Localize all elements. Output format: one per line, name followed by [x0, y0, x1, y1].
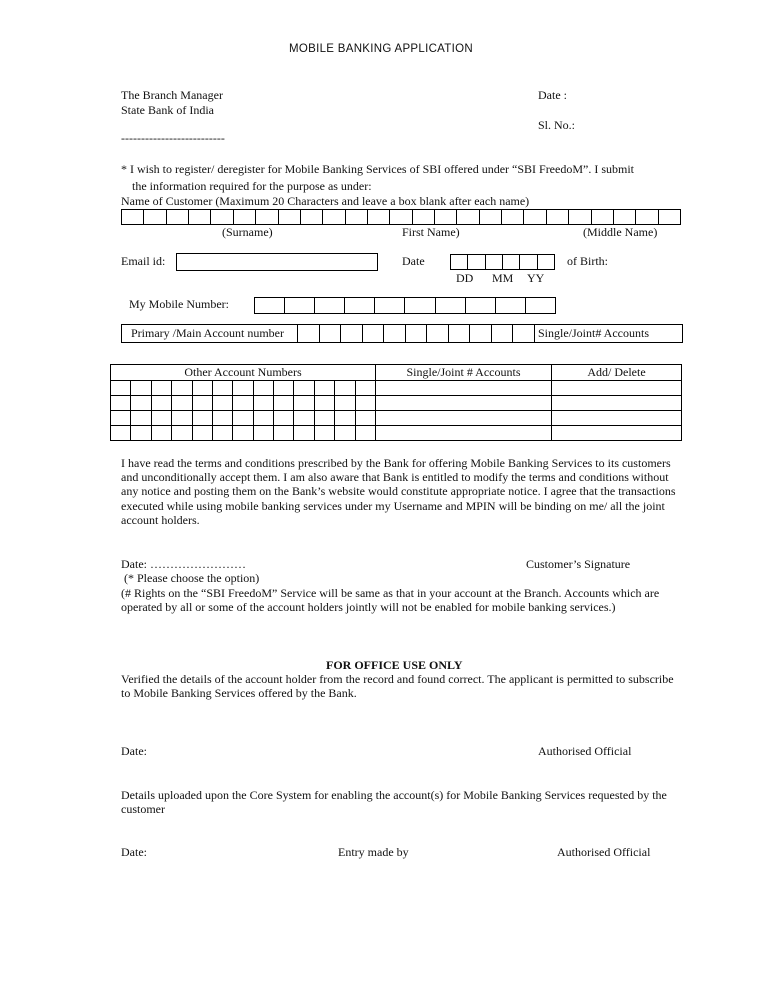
header-other-account-numbers: Other Account Numbers [111, 365, 376, 381]
dob-mm: MM [492, 271, 514, 285]
dob-dd: DD [456, 271, 474, 285]
office-use-heading: FOR OFFICE USE ONLY [326, 658, 463, 672]
verified-text: Verified the details of the account holder from the record and found correct. The applicant is permitted to subscribe to Mobile Banking Services offered by the Bank. [121, 672, 674, 701]
email-field[interactable] [176, 253, 378, 271]
primary-account-label: Primary /Main Account number [131, 326, 284, 340]
dob-date-label: Date [402, 254, 425, 268]
intro-line2: the information required for the purpose as under: [132, 179, 372, 193]
customer-signature-label: Customer’s Signature [526, 557, 631, 571]
addressee-line2: State Bank of India [121, 103, 214, 117]
middle-name-caption: (Middle Name) [583, 225, 658, 239]
addressee-line1: The Branch Manager [121, 88, 223, 102]
name-instruction: Name of Customer (Maximum 20 Characters and leave a box blank after each name) [121, 194, 530, 208]
table-row[interactable] [111, 426, 682, 441]
form-title: MOBILE BANKING APPLICATION [289, 43, 473, 55]
intro-line1: * I wish to register/ deregister for Mobile Banking Services of SBI offered under “SBI FreedoM”. I submit [121, 162, 634, 176]
table-row[interactable] [111, 381, 682, 396]
first-name-caption: First Name) [402, 225, 460, 239]
sl-no-label: Sl. No.: [538, 118, 576, 132]
primary-account-boxes[interactable] [297, 324, 535, 343]
office-date-1: Date: [121, 744, 147, 758]
primary-account-type-label: Single/Joint# Accounts [538, 326, 649, 340]
authorised-official-1: Authorised Official [538, 744, 632, 758]
customer-name-boxes[interactable] [121, 209, 681, 225]
email-label: Email id: [121, 254, 166, 268]
mobile-number-boxes[interactable] [254, 297, 556, 314]
table-row[interactable] [111, 396, 682, 411]
date-label: Date : [538, 88, 567, 102]
header-single-joint: Single/Joint # Accounts [376, 365, 552, 381]
other-accounts-table [110, 364, 682, 441]
dob-of-birth-label: of Birth: [567, 254, 608, 268]
header-add-delete: Add/ Delete [552, 365, 682, 381]
table-header-row [111, 365, 682, 381]
addressee-line3: -------------------------- [121, 131, 225, 145]
terms-paragraph: I have read the terms and conditions prescribed by the Bank for offering Mobile Banking Services to its customers and unconditionally accept them. I am also aware that Bank is entitled to modify the terms and conditions without any notice and posting them on the Bank’s website would constitute appropriate notice. I agree that the transactions executed while using mobile banking services under my Username and MPIN will be binding on me/ all the joint account holders. [121, 456, 676, 527]
entry-made-by: Entry made by [338, 845, 409, 859]
upload-text: Details uploaded upon the Core System for enabling the account(s) for Mobile Banking Services requested by the customer [121, 788, 667, 817]
surname-caption: (Surname) [222, 225, 273, 239]
office-date-2: Date: [121, 845, 147, 859]
dob-yy: YY [527, 271, 545, 285]
mobile-label: My Mobile Number: [129, 297, 229, 311]
rights-note: (# Rights on the “SBI FreedoM” Service will be same as that in your account at the Branch. Accounts which are operated by all or some of the account holders jointly will not be enabled for mobile banking services.) [121, 586, 660, 615]
customer-date: Date: …………………… [121, 557, 246, 571]
dob-boxes[interactable] [450, 254, 555, 270]
authorised-official-2: Authorised Official [557, 845, 651, 859]
choose-option-note: (* Please choose the option) [124, 571, 260, 585]
table-row[interactable] [111, 411, 682, 426]
